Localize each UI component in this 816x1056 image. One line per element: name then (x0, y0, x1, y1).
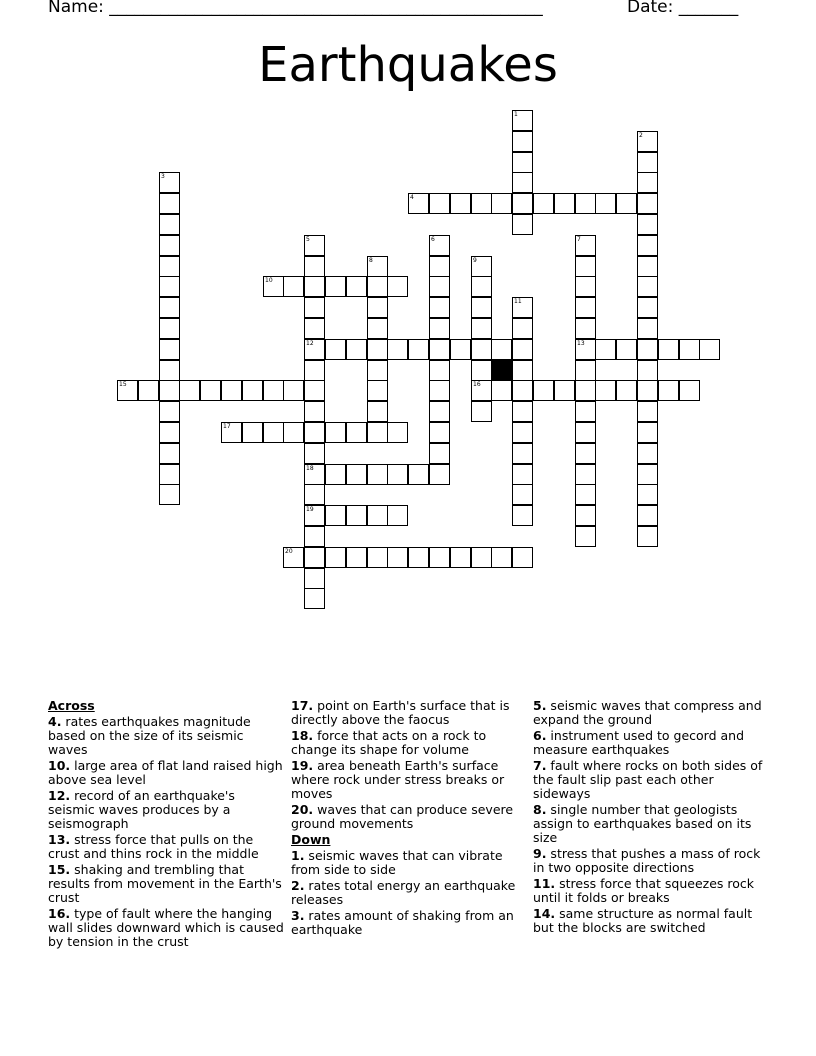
clue-number: 17. (291, 698, 314, 713)
crossword-cell[interactable] (367, 464, 388, 485)
crossword-cell[interactable] (346, 276, 367, 297)
crossword-cell[interactable] (512, 443, 533, 464)
crossword-cell[interactable] (637, 256, 658, 277)
clue-item (291, 879, 523, 907)
crossword-cell[interactable] (575, 318, 596, 339)
crossword-cell[interactable] (159, 276, 180, 297)
clue-number-label: 18 (306, 465, 314, 472)
crossword-cell[interactable] (346, 422, 367, 443)
clue-number-label: 7 (577, 236, 581, 243)
clue-number: 9. (533, 846, 547, 861)
clue-text: large area of flat land raised high above sea level (48, 758, 283, 787)
crossword-cell[interactable] (471, 360, 492, 381)
crossword-cell[interactable] (387, 276, 408, 297)
crossword-cell[interactable] (429, 443, 450, 464)
clue-text: rates amount of shaking from an earthquake (291, 908, 514, 937)
clue-column-1 (48, 699, 284, 951)
crossword-cell[interactable] (387, 339, 408, 360)
crossword-cell[interactable] (471, 547, 492, 568)
clue-item (291, 849, 523, 877)
clue-number-label: 5 (306, 236, 310, 243)
clue-number: 18. (291, 728, 314, 743)
crossword-cell[interactable] (429, 380, 450, 401)
clue-item (48, 907, 284, 949)
clue-number: 13. (48, 832, 71, 847)
crossword-cell[interactable] (304, 380, 325, 401)
crossword-cell[interactable] (429, 256, 450, 277)
crossword-cell[interactable] (159, 339, 180, 360)
crossword-cell[interactable] (367, 505, 388, 526)
crossword-cell[interactable] (595, 339, 616, 360)
crossword-cell[interactable] (575, 484, 596, 505)
crossword-cell[interactable] (159, 214, 180, 235)
crossword-cell[interactable] (637, 235, 658, 256)
page-title: Earthquakes (258, 37, 558, 93)
crossword-cell[interactable] (637, 505, 658, 526)
clue-number: 3. (291, 908, 305, 923)
clue-number: 5. (533, 698, 547, 713)
clue-number-label: 9 (473, 257, 477, 264)
clue-text: rates total energy an earthquake releases (291, 878, 516, 907)
clue-item (533, 877, 769, 905)
crossword-cell[interactable] (575, 297, 596, 318)
clue-text: single number that geologists assign to earthquakes based on its size (533, 802, 752, 845)
crossword-cell[interactable] (575, 360, 596, 381)
crossword-cell[interactable] (325, 547, 346, 568)
crossword-cell[interactable] (637, 276, 658, 297)
clue-number: 19. (291, 758, 314, 773)
crossword-cell[interactable] (346, 464, 367, 485)
clue-text: waves that can produce severe ground movements (291, 802, 514, 831)
crossword-cell[interactable] (637, 318, 658, 339)
clue-number: 7. (533, 758, 547, 773)
crossword-cell[interactable] (159, 401, 180, 422)
clue-item (48, 715, 284, 757)
clue-text: fault where rocks on both sides of the fault slip past each other sideways (533, 758, 763, 801)
crossword-cell[interactable] (429, 422, 450, 443)
crossword-cell[interactable] (263, 380, 284, 401)
crossword-cell[interactable] (408, 464, 429, 485)
crossword-cell[interactable] (283, 422, 304, 443)
crossword-cell[interactable] (575, 256, 596, 277)
clue-text: stress that pushes a mass of rock in two opposite directions (533, 846, 761, 875)
clue-number: 15. (48, 862, 71, 877)
crossword-cell[interactable] (367, 360, 388, 381)
clue-item (291, 729, 523, 757)
clue-number-label: 19 (306, 506, 314, 513)
clue-text: same structure as normal fault but the blocks are switched (533, 906, 753, 935)
crossword-cell[interactable] (637, 297, 658, 318)
crossword-cell[interactable] (512, 193, 533, 214)
clue-column-2 (291, 699, 523, 939)
crossword-cell[interactable] (575, 401, 596, 422)
clue-number: 12. (48, 788, 71, 803)
clue-number-label: 10 (265, 277, 273, 284)
crossword-cell[interactable] (387, 505, 408, 526)
clue-number-label: 3 (161, 173, 165, 180)
crossword-cell[interactable] (491, 380, 512, 401)
black-square (491, 360, 512, 381)
crossword-cell[interactable] (387, 547, 408, 568)
crossword-cell[interactable] (491, 547, 512, 568)
clue-number-label: 17 (223, 423, 231, 430)
clue-number-label: 8 (369, 257, 373, 264)
clue-number: 8. (533, 802, 547, 817)
crossword-cell[interactable] (159, 318, 180, 339)
crossword-cell[interactable] (408, 339, 429, 360)
crossword-cell[interactable] (450, 339, 471, 360)
crossword-cell[interactable] (512, 110, 533, 131)
crossword-cell[interactable] (512, 318, 533, 339)
crossword-cell[interactable] (304, 401, 325, 422)
clue-item (533, 847, 769, 875)
clue-text: area beneath Earth's surface where rock under stress breaks or moves (291, 758, 505, 801)
clue-text: force that acts on a rock to change its shape for volume (291, 728, 487, 757)
crossword-cell[interactable] (533, 193, 554, 214)
clue-item (48, 759, 284, 787)
crossword-cell[interactable] (367, 256, 388, 277)
crossword-cell[interactable] (512, 547, 533, 568)
crossword-cell[interactable] (471, 256, 492, 277)
crossword-cell[interactable] (304, 505, 325, 526)
clue-number: 14. (533, 906, 556, 921)
crossword-cell[interactable] (242, 422, 263, 443)
crossword-cell[interactable] (325, 276, 346, 297)
clue-number-label: 15 (119, 381, 127, 388)
clue-text: seismic waves that can vibrate from side to side (291, 848, 503, 877)
clue-item (533, 803, 769, 845)
crossword-cell[interactable] (159, 360, 180, 381)
clue-item (533, 907, 769, 935)
crossword-cell[interactable] (283, 276, 304, 297)
crossword-cell[interactable] (512, 380, 533, 401)
clue-number: 1. (291, 848, 305, 863)
crossword-cell[interactable] (117, 380, 138, 401)
crossword-cell[interactable] (367, 297, 388, 318)
crossword-cell[interactable] (471, 339, 492, 360)
crossword-cell[interactable] (367, 380, 388, 401)
crossword-cell[interactable] (512, 422, 533, 443)
clue-item (48, 833, 284, 861)
crossword-cell[interactable] (429, 401, 450, 422)
crossword-cell[interactable] (471, 297, 492, 318)
crossword-cell[interactable] (512, 214, 533, 235)
crossword-cell[interactable] (595, 193, 616, 214)
crossword-cell[interactable] (512, 505, 533, 526)
crossword-cell[interactable] (159, 172, 180, 193)
crossword-cell[interactable] (304, 276, 325, 297)
crossword-cell[interactable] (159, 443, 180, 464)
crossword-cell[interactable] (637, 339, 658, 360)
crossword-cell[interactable] (387, 464, 408, 485)
crossword-cell[interactable] (471, 318, 492, 339)
across-heading: Across (48, 698, 95, 713)
crossword-cell[interactable] (637, 193, 658, 214)
crossword-cell[interactable] (512, 360, 533, 381)
crossword-cell[interactable] (512, 131, 533, 152)
crossword-cell[interactable] (159, 193, 180, 214)
crossword-cell[interactable] (637, 484, 658, 505)
crossword-cell[interactable] (575, 193, 596, 214)
crossword-cell[interactable] (346, 505, 367, 526)
crossword-cell[interactable] (346, 547, 367, 568)
crossword-cell[interactable] (637, 401, 658, 422)
clue-text: stress force that squeezes rock until it folds or breaks (533, 876, 755, 905)
crossword-cell[interactable] (346, 339, 367, 360)
clue-item (533, 699, 769, 727)
date-field[interactable]: Date: _______ (627, 0, 739, 17)
crossword-cell[interactable] (471, 276, 492, 297)
crossword-cell[interactable] (367, 547, 388, 568)
crossword-cell[interactable] (616, 380, 637, 401)
crossword-cell[interactable] (637, 172, 658, 193)
crossword-cell[interactable] (179, 380, 200, 401)
crossword-cell[interactable] (616, 193, 637, 214)
crossword-cell[interactable] (512, 172, 533, 193)
crossword-cell[interactable] (637, 214, 658, 235)
crossword-cell[interactable] (512, 401, 533, 422)
crossword-cell[interactable] (637, 526, 658, 547)
crossword-cell[interactable] (471, 380, 492, 401)
clue-text: seismic waves that compress and expand the ground (533, 698, 762, 727)
crossword-cell[interactable] (325, 339, 346, 360)
crossword-cell[interactable] (304, 235, 325, 256)
crossword-cell[interactable] (679, 380, 700, 401)
crossword-cell[interactable] (512, 339, 533, 360)
crossword-cell[interactable] (575, 526, 596, 547)
crossword-cell[interactable] (159, 297, 180, 318)
crossword-cell[interactable] (554, 380, 575, 401)
clue-item (291, 803, 523, 831)
clue-number: 2. (291, 878, 305, 893)
crossword-cell[interactable] (512, 464, 533, 485)
clue-number: 11. (533, 876, 556, 891)
crossword-cell[interactable] (367, 339, 388, 360)
crossword-cell[interactable] (575, 464, 596, 485)
crossword-cell[interactable] (304, 588, 325, 609)
crossword-cell[interactable] (533, 380, 554, 401)
crossword-cell[interactable] (159, 484, 180, 505)
crossword-cell[interactable] (429, 339, 450, 360)
crossword-cell[interactable] (637, 464, 658, 485)
clue-item (533, 729, 769, 757)
clue-number-label: 11 (514, 298, 522, 305)
crossword-cell[interactable] (221, 422, 242, 443)
clue-number: 16. (48, 906, 71, 921)
crossword-cell[interactable] (637, 360, 658, 381)
clue-number-label: 6 (431, 236, 435, 243)
crossword-cell[interactable] (304, 360, 325, 381)
crossword-cell[interactable] (491, 339, 512, 360)
crossword-cell[interactable] (304, 443, 325, 464)
crossword-cell[interactable] (637, 422, 658, 443)
clue-number: 6. (533, 728, 547, 743)
crossword-cell[interactable] (637, 152, 658, 173)
clue-number-label: 2 (639, 132, 643, 139)
crossword-cell[interactable] (304, 526, 325, 547)
crossword-cell[interactable] (283, 380, 304, 401)
crossword-cell[interactable] (616, 339, 637, 360)
crossword-cell[interactable] (575, 505, 596, 526)
crossword-cell[interactable] (554, 193, 575, 214)
crossword-cell[interactable] (471, 193, 492, 214)
crossword-cell[interactable] (575, 235, 596, 256)
crossword-cell[interactable] (429, 318, 450, 339)
clue-number-label: 20 (285, 548, 293, 555)
crossword-cell[interactable] (304, 339, 325, 360)
crossword-cell[interactable] (429, 464, 450, 485)
clue-item (533, 759, 769, 801)
clue-text: type of fault where the hanging wall slides downward which is caused by tension in the crust (48, 906, 284, 949)
down-heading: Down (291, 832, 331, 847)
crossword-cell[interactable] (159, 235, 180, 256)
crossword-cell[interactable] (637, 380, 658, 401)
crossword-cell[interactable] (637, 443, 658, 464)
clue-number: 20. (291, 802, 314, 817)
crossword-cell[interactable] (387, 422, 408, 443)
crossword-cell[interactable] (658, 339, 679, 360)
crossword-cell[interactable] (491, 193, 512, 214)
name-field[interactable]: Name: ___________________________________________________ (48, 0, 543, 17)
crossword-cell[interactable] (637, 131, 658, 152)
crossword-cell[interactable] (159, 464, 180, 485)
crossword-cell[interactable] (367, 422, 388, 443)
crossword-cell[interactable] (429, 297, 450, 318)
clue-number: 10. (48, 758, 71, 773)
clue-item (291, 699, 523, 727)
clue-number-label: 13 (577, 340, 585, 347)
crossword-cell[interactable] (263, 276, 284, 297)
crossword-cell[interactable] (699, 339, 720, 360)
clue-text: instrument used to gecord and measure earthquakes (533, 728, 745, 757)
crossword-cell[interactable] (200, 380, 221, 401)
crossword-cell[interactable] (242, 380, 263, 401)
crossword-cell[interactable] (575, 443, 596, 464)
crossword-cell[interactable] (429, 547, 450, 568)
crossword-cell[interactable] (367, 318, 388, 339)
crossword-cell[interactable] (304, 568, 325, 589)
crossword-cell[interactable] (575, 339, 596, 360)
crossword-cell[interactable] (325, 422, 346, 443)
crossword-cell[interactable] (679, 339, 700, 360)
clue-text: rates earthquakes magnitude based on the size of its seismic waves (48, 714, 251, 757)
clue-item (291, 909, 523, 937)
crossword-cell[interactable] (450, 547, 471, 568)
crossword-cell[interactable] (138, 380, 159, 401)
crossword-cell[interactable] (367, 401, 388, 422)
crossword-cell[interactable] (304, 464, 325, 485)
crossword-cell[interactable] (367, 276, 388, 297)
crossword-cell[interactable] (595, 380, 616, 401)
crossword-cell[interactable] (575, 422, 596, 443)
crossword-cell[interactable] (450, 193, 471, 214)
crossword-cell[interactable] (221, 380, 242, 401)
crossword-cell[interactable] (263, 422, 284, 443)
crossword-cell[interactable] (304, 318, 325, 339)
clue-text: record of an earthquake's seismic waves produces by a seismograph (48, 788, 235, 831)
clue-column-3 (533, 699, 769, 937)
crossword-cell[interactable] (325, 505, 346, 526)
crossword-cell[interactable] (408, 547, 429, 568)
clue-number: 4. (48, 714, 62, 729)
crossword-cell[interactable] (304, 422, 325, 443)
crossword-cell[interactable] (512, 297, 533, 318)
crossword-cell[interactable] (304, 256, 325, 277)
crossword-cell[interactable] (575, 276, 596, 297)
crossword-cell[interactable] (304, 484, 325, 505)
crossword-cell[interactable] (658, 380, 679, 401)
clue-text: stress force that pulls on the crust and thins rock in the middle (48, 832, 259, 861)
crossword-cell[interactable] (283, 547, 304, 568)
crossword-cell[interactable] (575, 380, 596, 401)
crossword-cell[interactable] (159, 256, 180, 277)
clue-number-label: 16 (473, 381, 481, 388)
crossword-cell[interactable] (512, 152, 533, 173)
crossword-cell[interactable] (159, 380, 180, 401)
clue-number-label: 4 (410, 194, 414, 201)
crossword-cell[interactable] (408, 193, 429, 214)
clue-item (48, 863, 284, 905)
crossword-cell[interactable] (159, 422, 180, 443)
clue-text: point on Earth's surface that is directly above the faocus (291, 698, 510, 727)
crossword-cell[interactable] (304, 297, 325, 318)
clue-item (48, 789, 284, 831)
crossword-cell[interactable] (429, 276, 450, 297)
crossword-cell[interactable] (429, 235, 450, 256)
clue-text: shaking and trembling that results from movement in the Earth's crust (48, 862, 282, 905)
crossword-cell[interactable] (325, 464, 346, 485)
crossword-cell[interactable] (471, 401, 492, 422)
crossword-cell[interactable] (304, 547, 325, 568)
clue-item (291, 759, 523, 801)
crossword-cell[interactable] (512, 484, 533, 505)
crossword-cell[interactable] (429, 360, 450, 381)
clue-number-label: 12 (306, 340, 314, 347)
clue-number-label: 1 (514, 111, 518, 118)
crossword-cell[interactable] (429, 193, 450, 214)
